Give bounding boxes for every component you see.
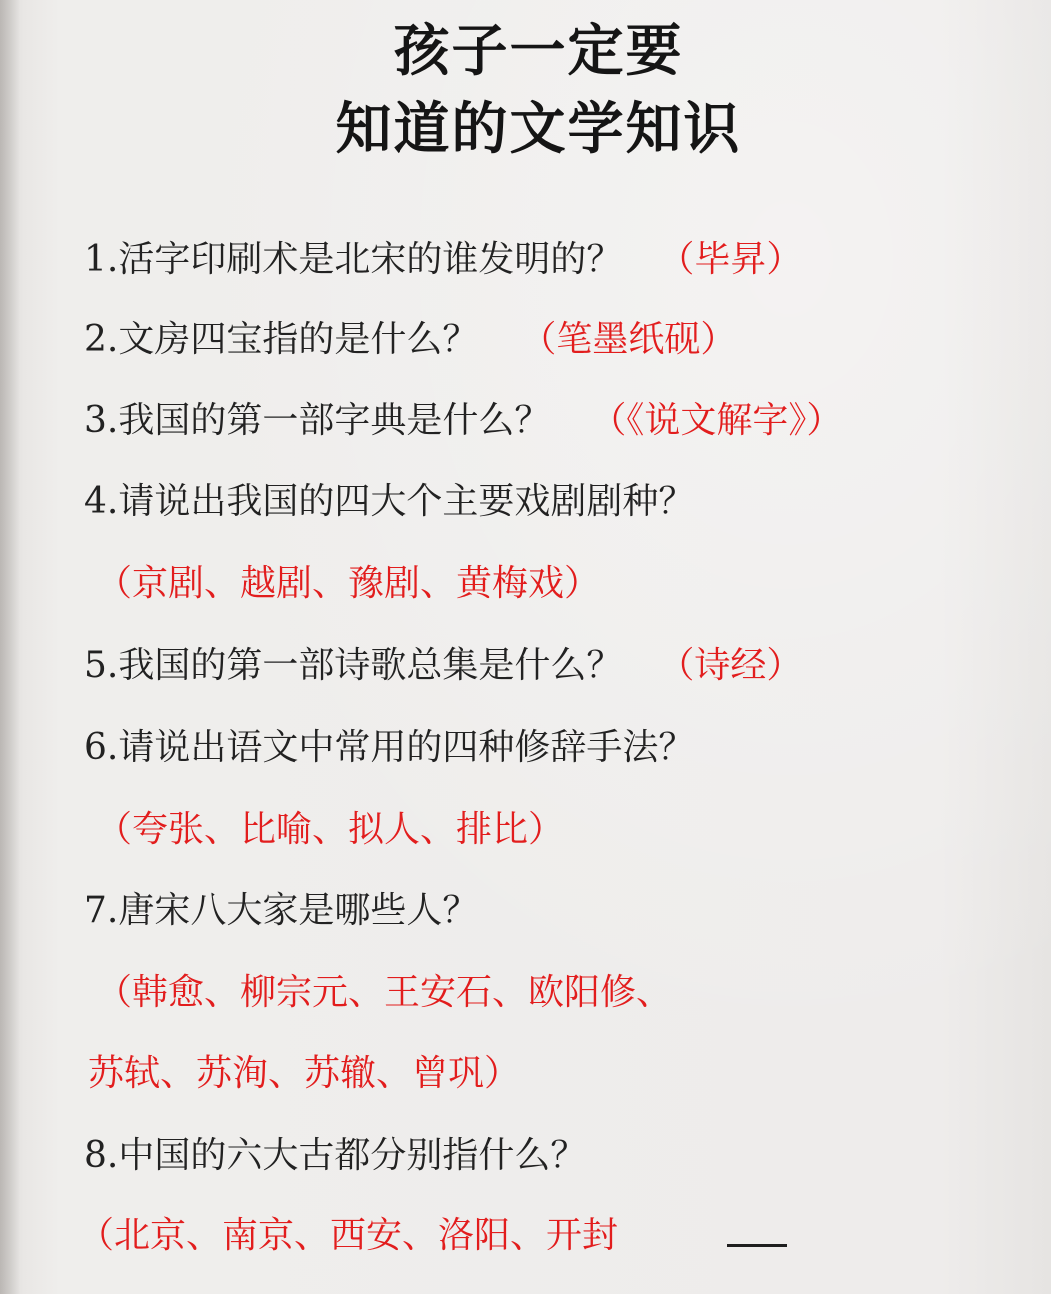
question-5: 5.我国的第一部诗歌总集是什么？ [84,645,623,686]
question-1: 1.活字印刷术是北宋的谁发明的？ [84,239,623,280]
answer-2: （笔墨纸砚） [520,319,737,360]
answer-6: （夸张、比喻、拟人、排比） [96,809,565,850]
qa-item-5 [84,645,803,686]
qa-item-3 [84,400,843,441]
question-6: 6.请说出语文中常用的四种修辞手法？ [84,727,695,768]
page-title-line-2: 知道的文学知识 [335,97,742,162]
page-spine-shadow [0,0,20,1294]
answer-4: （京剧、越剧、豫剧、黄梅戏） [96,563,601,604]
trailing-underline [727,1244,787,1247]
page-title-line-1: 孩子一定要 [393,19,684,84]
qa-item-1 [84,239,803,280]
answer-7-line-1: （韩愈、柳宗元、王安石、欧阳修、 [96,972,673,1013]
answer-7-line-2: 苏轼、苏洵、苏辙、曾巩） [88,1053,521,1094]
answer-1: （毕昇） [658,239,803,280]
answer-3: （《说文解字》） [590,400,843,441]
qa-item-2 [84,319,737,360]
question-7: 7.唐宋八大家是哪些人？ [84,890,479,931]
question-2: 2.文房四宝指的是什么？ [84,319,479,360]
question-8: 8.中国的六大古都分别指什么？ [84,1135,587,1176]
answer-5: （诗经） [658,645,803,686]
question-4: 4.请说出我国的四大个主要戏剧剧种？ [84,481,695,522]
answer-8: （北京、南京、西安、洛阳、开封 [78,1215,619,1256]
question-3: 3.我国的第一部字典是什么？ [84,400,551,441]
